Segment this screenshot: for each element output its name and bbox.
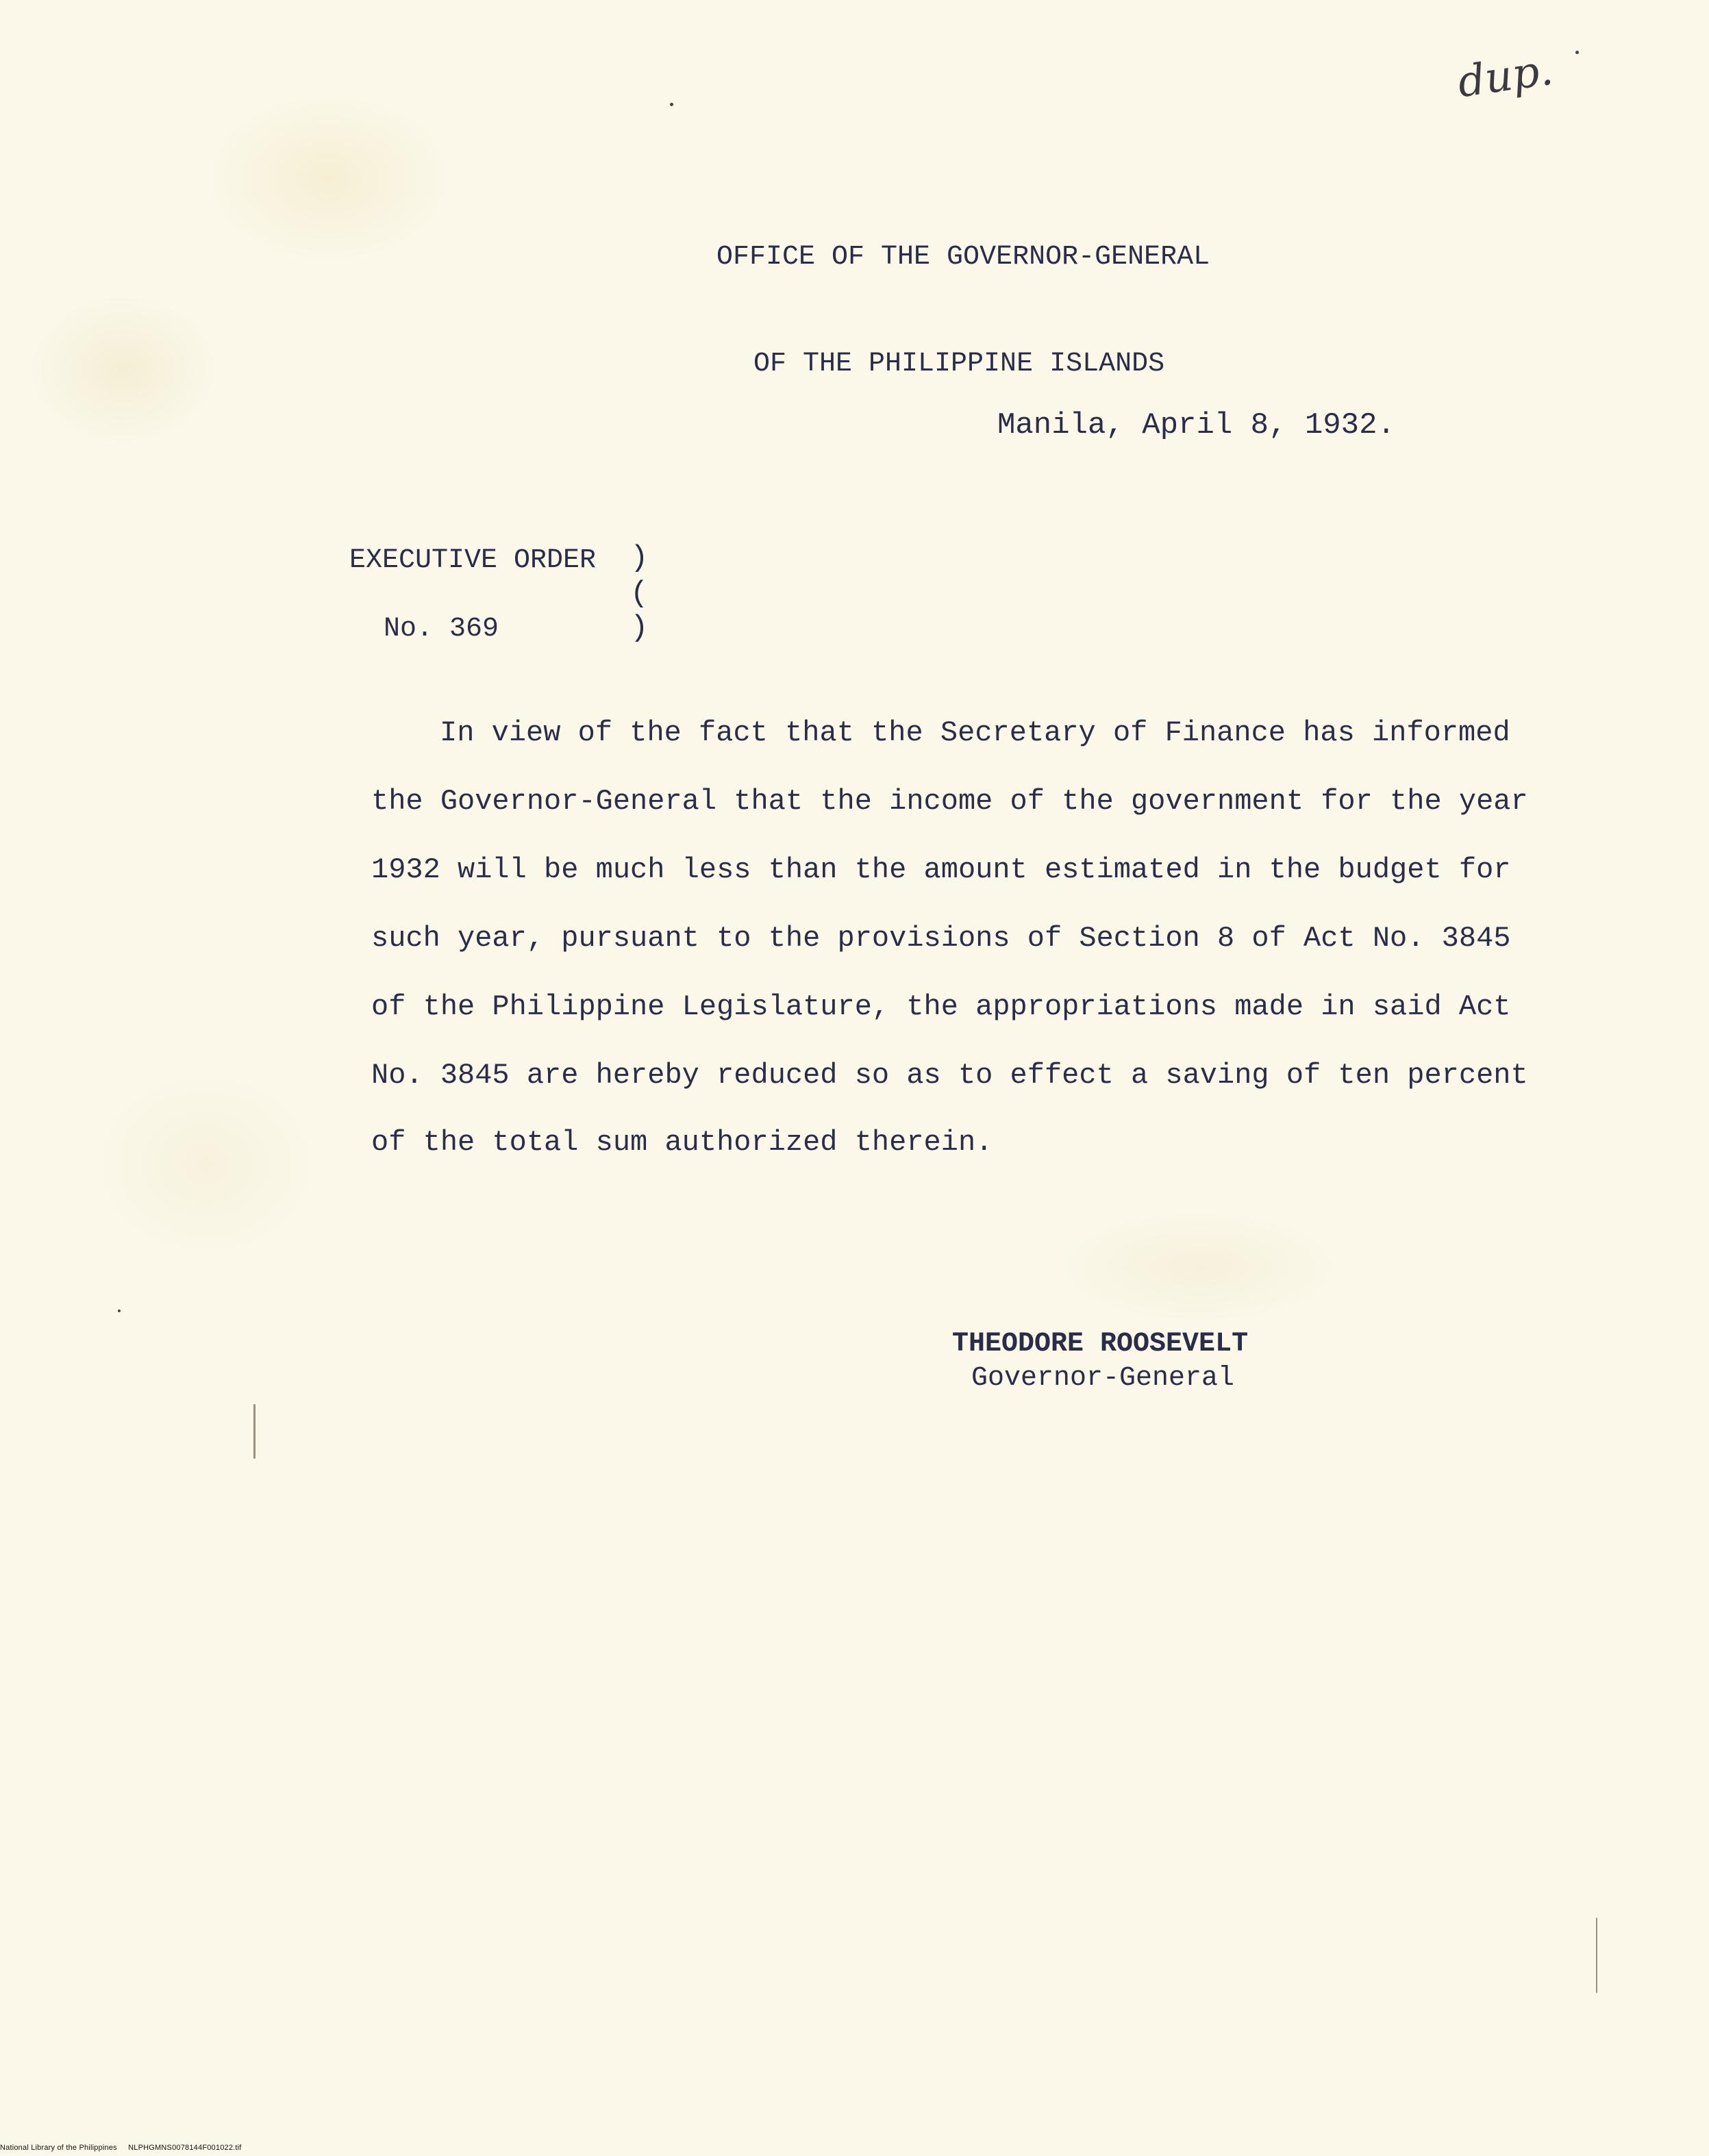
ink-speck xyxy=(1575,51,1579,54)
paper-blemish xyxy=(1596,1918,1597,1993)
executive-order-number: No. 369 xyxy=(384,614,499,644)
ink-speck xyxy=(118,1309,121,1312)
paper-blemish xyxy=(253,1404,255,1459)
body-line: of the Philippine Legislature, the appropriations made in said Act xyxy=(371,990,1511,1023)
document-date: Manila, April 8, 1932. xyxy=(997,408,1395,442)
ink-speck xyxy=(670,103,673,106)
body-line: the Governor-General that the income of the government for the year xyxy=(371,785,1528,818)
bracket-middle: ( xyxy=(630,577,649,611)
body-line: 1932 will be much less than the amount estimated in the budget for xyxy=(371,853,1511,886)
body-line: In view of the fact that the Secretary of Finance has informed xyxy=(440,716,1510,749)
body-line: such year, pursuant to the provisions of Section 8 of Act No. 3845 xyxy=(371,922,1511,955)
archive-footer: National Library of the Philippines NLPHGMNS0078144F001022.tif xyxy=(0,2144,242,2152)
executive-order-label: EXECUTIVE ORDER xyxy=(349,545,597,576)
body-line: No. 3845 are hereby reduced so as to effect a saving of ten percent xyxy=(371,1059,1528,1092)
heading-line-2: OF THE PHILIPPINE ISLANDS xyxy=(753,349,1165,379)
signatory-name: THEODORE ROOSEVELT xyxy=(952,1329,1249,1359)
signatory-title: Governor-General xyxy=(971,1363,1235,1394)
heading-line-1: OFFICE OF THE GOVERNOR-GENERAL xyxy=(716,242,1210,273)
handwritten-note: dup. xyxy=(1454,44,1556,108)
bracket-top: ) xyxy=(630,541,649,575)
bracket-bottom: ) xyxy=(630,611,649,645)
body-line: of the total sum authorized therein. xyxy=(371,1126,993,1159)
